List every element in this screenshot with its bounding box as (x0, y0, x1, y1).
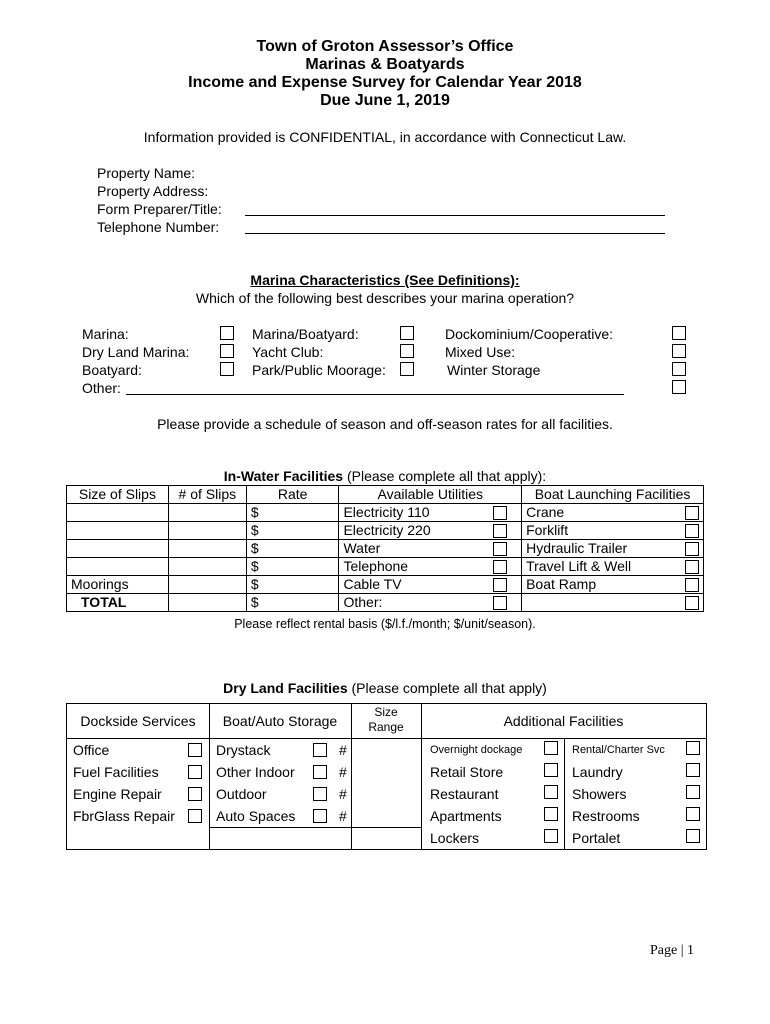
option-marina-boatyard-label: Marina/Boatyard: (252, 326, 359, 342)
storage-count-hash: # (339, 764, 347, 780)
header-boat-launching: Boat Launching Facilities (522, 486, 704, 504)
mixed-use-checkbox[interactable] (672, 344, 686, 358)
additional-facility-checkbox[interactable] (686, 829, 700, 843)
utility-checkbox[interactable] (493, 506, 507, 520)
slip-size-cell[interactable]: Moorings (67, 576, 169, 594)
slip-size-cell[interactable] (67, 558, 169, 576)
rate-cell[interactable] (246, 522, 339, 540)
dry-land-table (66, 703, 707, 850)
dollar-sign: $ (250, 558, 259, 574)
launch-cell (522, 540, 704, 558)
header-size-of-slips: Size of Slips (67, 486, 169, 504)
utility-label: Electricity 220 (343, 522, 431, 538)
num-slips-cell[interactable] (168, 576, 246, 594)
in-water-row (67, 504, 704, 522)
option-other-label: Other: (82, 380, 121, 396)
additional-facility-checkbox[interactable] (686, 741, 700, 755)
utility-label: Water (343, 540, 381, 556)
additional-facility-label: Showers (572, 786, 627, 802)
additional-facility-label: Restaurant (430, 786, 499, 802)
launch-label: Hydraulic Trailer (526, 540, 628, 556)
header-available-utilities: Available Utilities (339, 486, 522, 504)
in-water-row (67, 540, 704, 558)
header-range: Range (368, 720, 404, 734)
marina-checkbox[interactable] (220, 326, 234, 340)
additional-facility-checkbox[interactable] (544, 785, 558, 799)
dockside-checkbox[interactable] (188, 765, 202, 779)
additional-facility-label: Lockers (430, 830, 480, 846)
title-survey: Income and Expense Survey for Calendar Year 2018 (188, 74, 582, 91)
launch-cell (522, 504, 704, 522)
storage-label: Outdoor (216, 786, 267, 802)
schedule-note: Please provide a schedule of season and off-season rates for all facilities. (157, 416, 613, 432)
option-mixed-use-label: Mixed Use: (445, 344, 516, 360)
additional-facility-label: Portalet (572, 830, 621, 846)
other-checkbox[interactable] (672, 380, 686, 394)
launch-checkbox[interactable] (685, 506, 699, 520)
rate-cell[interactable] (246, 504, 339, 522)
additional-facility-checkbox[interactable] (544, 741, 558, 755)
storage-label: Other Indoor (216, 764, 295, 780)
additional-facility-checkbox[interactable] (686, 785, 700, 799)
property-address-label: Property Address: (97, 183, 209, 199)
marina-boatyard-checkbox[interactable] (400, 326, 414, 340)
telephone-field[interactable] (245, 233, 665, 234)
additional-facility-checkbox[interactable] (686, 763, 700, 777)
storage-checkbox[interactable] (313, 743, 327, 757)
header-dockside-services: Dockside Services (80, 713, 196, 729)
storage-checkbox[interactable] (313, 765, 327, 779)
storage-label: Drystack (216, 742, 271, 758)
utility-cell (339, 504, 522, 522)
launch-label: Boat Ramp (526, 576, 597, 592)
utility-label: Cable TV (343, 576, 402, 592)
in-water-heading-rest: (Please complete all that apply): (343, 468, 547, 484)
option-marina-label: Marina: (82, 326, 129, 342)
in-water-table (66, 485, 704, 612)
dollar-sign: $ (250, 594, 259, 610)
rate-cell[interactable] (246, 540, 339, 558)
form-preparer-field[interactable] (245, 215, 665, 216)
num-slips-cell[interactable] (168, 540, 246, 558)
launch-cell (522, 522, 704, 540)
dry-land-marina-checkbox[interactable] (220, 344, 234, 358)
utility-cell (339, 522, 522, 540)
dollar-sign: $ (250, 540, 259, 556)
in-water-heading-bold: In-Water Facilities (223, 468, 344, 484)
option-dry-land-marina-label: Dry Land Marina: (82, 344, 190, 360)
rental-basis-note: Please reflect rental basis ($/l.f./month; $/unit/season). (234, 617, 536, 631)
slip-size-cell[interactable] (67, 504, 169, 522)
launch-checkbox[interactable] (685, 542, 699, 556)
additional-facility-checkbox[interactable] (544, 807, 558, 821)
characteristics-heading: Marina Characteristics (See Definitions): (250, 272, 520, 288)
utility-checkbox[interactable] (493, 560, 507, 574)
launch-cell (522, 558, 704, 576)
utility-checkbox[interactable] (493, 542, 507, 556)
in-water-heading (0, 467, 770, 485)
header-additional-facilities: Additional Facilities (503, 713, 624, 729)
launch-cell (522, 576, 704, 594)
storage-count-hash: # (339, 786, 347, 802)
in-water-row (67, 576, 704, 594)
in-water-row (67, 522, 704, 540)
num-slips-cell[interactable] (168, 522, 246, 540)
additional-facility-checkbox[interactable] (544, 829, 558, 843)
dollar-sign: $ (250, 504, 259, 520)
additional-facility-label: Rental/Charter Svc (572, 744, 665, 756)
slip-size-cell[interactable] (67, 540, 169, 558)
storage-label: Auto Spaces (216, 808, 296, 824)
utility-label: Other: (343, 594, 383, 610)
utility-label: Electricity 110 (343, 504, 430, 520)
additional-facility-checkbox[interactable] (544, 763, 558, 777)
header-size: Size (374, 705, 398, 719)
in-water-row (67, 594, 704, 612)
rate-cell[interactable] (246, 594, 339, 612)
dockside-label: FbrGlass Repair (73, 808, 175, 824)
page-number: Page | 1 (650, 943, 695, 958)
form-preparer-label: Form Preparer/Title: (97, 201, 222, 217)
launch-checkbox[interactable] (685, 578, 699, 592)
launch-label: Crane (526, 504, 565, 520)
dockside-label: Engine Repair (73, 786, 162, 802)
rate-cell[interactable] (246, 576, 339, 594)
num-slips-cell[interactable] (168, 594, 246, 612)
num-slips-cell[interactable] (168, 558, 246, 576)
option-winter-storage-label: Winter Storage (447, 362, 541, 378)
launch-label: Forklift (526, 522, 569, 538)
storage-checkbox[interactable] (313, 809, 327, 823)
telephone-label: Telephone Number: (97, 219, 220, 235)
slip-size-cell[interactable]: TOTAL (67, 594, 169, 612)
characteristics-question: Which of the following best describes your marina operation? (195, 290, 575, 306)
additional-facility-label: Restrooms (572, 808, 640, 824)
other-field[interactable] (126, 394, 624, 395)
yacht-club-checkbox[interactable] (400, 344, 414, 358)
additional-facility-label: Laundry (572, 764, 623, 780)
option-park-moorage-label: Park/Public Moorage: (252, 362, 386, 378)
rate-cell[interactable] (246, 558, 339, 576)
launch-cell (522, 594, 704, 612)
utility-checkbox[interactable] (493, 578, 507, 592)
dry-land-heading-bold: Dry Land Facilities (223, 680, 348, 696)
option-boatyard-label: Boatyard: (82, 362, 142, 378)
storage-checkbox[interactable] (313, 787, 327, 801)
dockside-checkbox[interactable] (188, 787, 202, 801)
additional-facility-label: Retail Store (430, 764, 504, 780)
dockside-label: Office (73, 742, 110, 758)
in-water-row (67, 558, 704, 576)
park-moorage-checkbox[interactable] (400, 362, 414, 376)
winter-storage-checkbox[interactable] (672, 362, 686, 376)
header-rate: Rate (246, 486, 339, 504)
dockside-checkbox[interactable] (188, 809, 202, 823)
launch-label: Travel Lift & Well (526, 558, 632, 574)
utility-cell (339, 540, 522, 558)
dockside-label: Fuel Facilities (73, 764, 159, 780)
option-yacht-club-label: Yacht Club: (252, 344, 324, 360)
option-dockominium-label: Dockominium/Cooperative: (445, 326, 614, 342)
launch-checkbox[interactable] (685, 560, 699, 574)
utility-checkbox[interactable] (493, 524, 507, 538)
dockominium-checkbox[interactable] (672, 326, 686, 340)
property-name-label: Property Name: (97, 165, 196, 181)
utility-checkbox[interactable] (493, 596, 507, 610)
utility-label: Telephone (343, 558, 409, 574)
utility-cell (339, 576, 522, 594)
title-office: Town of Groton Assessor’s Office (256, 38, 514, 55)
dockside-checkbox[interactable] (188, 743, 202, 757)
additional-facility-label: Overnight dockage (430, 744, 523, 756)
storage-count-hash: # (339, 808, 347, 824)
num-slips-cell[interactable] (168, 504, 246, 522)
confidential-notice: Information provided is CONFIDENTIAL, in accordance with Connecticut Law. (143, 129, 627, 145)
additional-facility-checkbox[interactable] (686, 807, 700, 821)
slip-size-cell[interactable] (67, 522, 169, 540)
launch-checkbox[interactable] (685, 596, 699, 610)
storage-count-hash: # (339, 742, 347, 758)
utility-cell (339, 558, 522, 576)
title-due-date: Due June 1, 2019 (320, 92, 450, 109)
dry-land-heading (0, 679, 770, 697)
dollar-sign: $ (250, 576, 259, 592)
dollar-sign: $ (250, 522, 259, 538)
title-subject: Marinas & Boatyards (305, 56, 465, 73)
launch-checkbox[interactable] (685, 524, 699, 538)
header-boat-auto-storage: Boat/Auto Storage (222, 713, 338, 729)
dry-land-heading-rest: (Please complete all that apply) (347, 680, 547, 696)
additional-facility-label: Apartments (430, 808, 502, 824)
boatyard-checkbox[interactable] (220, 362, 234, 376)
utility-cell (339, 594, 522, 612)
header-num-slips: # of Slips (168, 486, 246, 504)
